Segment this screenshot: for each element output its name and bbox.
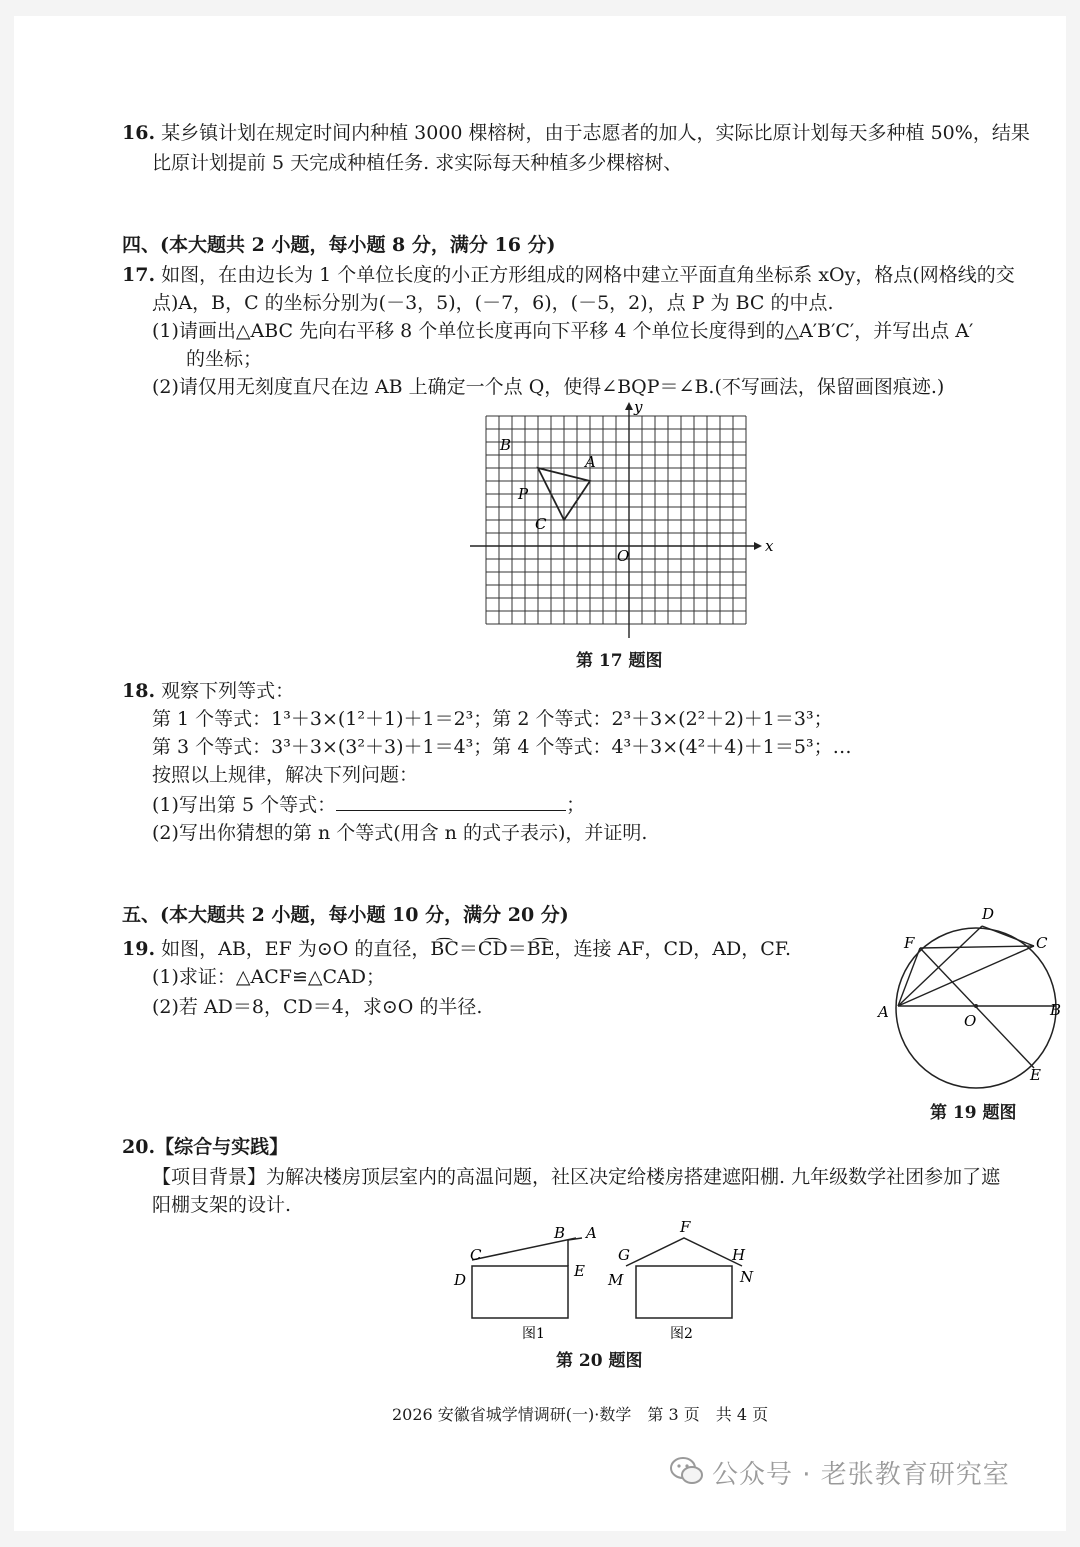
q20-figures xyxy=(440,1218,780,1348)
point-a-label: A xyxy=(878,1003,889,1021)
q20-caption: 第 20 题图 xyxy=(556,1351,643,1371)
y-axis-arrow-icon xyxy=(625,402,633,410)
fig1-label-c: C xyxy=(470,1246,482,1264)
point-c-label: C xyxy=(535,515,547,533)
q18-part1-line xyxy=(152,792,585,818)
point-e-label: E xyxy=(1030,1066,1041,1084)
q18-number: 18. xyxy=(122,680,156,702)
fig1-label-b: B xyxy=(554,1224,566,1242)
q19-line1 xyxy=(122,936,791,962)
q17-number: 17. xyxy=(122,264,156,286)
fig1-caption: 图1 xyxy=(522,1326,545,1342)
q18-intro: 观察下列等式： xyxy=(161,680,295,702)
q19-part1: (1)求证：△ACF≌△CAD； xyxy=(152,966,385,988)
fig1-label-a: A xyxy=(586,1224,597,1242)
point-b-label: B xyxy=(500,436,512,454)
grid-lines xyxy=(486,416,746,624)
fig2-label-g: G xyxy=(618,1246,630,1264)
q18-rule: 按照以上规律，解决下列问题： xyxy=(152,764,419,786)
y-axis-label: y xyxy=(634,398,643,416)
q16-line1 xyxy=(122,120,1030,146)
q19-caption: 第 19 题图 xyxy=(930,1103,1017,1123)
fig1-label-d: D xyxy=(454,1271,467,1289)
point-b-label: B xyxy=(1050,1001,1062,1019)
q18-part1-end: ； xyxy=(566,794,586,816)
q18-intro-line xyxy=(122,678,294,704)
q20-heading xyxy=(122,1134,288,1160)
fig1-house xyxy=(472,1266,568,1318)
q17-part1b: 的坐标； xyxy=(186,348,263,370)
fig2-roof xyxy=(626,1238,742,1266)
q17-caption: 第 17 题图 xyxy=(576,651,663,671)
page-footer: 2026 安徽省城学情调研(一)·数学 第 3 页 共 4 页 xyxy=(392,1405,769,1424)
q16-line2: 比原计划提前 5 天完成种植任务. 求实际每天种植多少棵榕树、 xyxy=(152,152,683,174)
fig2-label-n: N xyxy=(740,1268,754,1286)
watermark-text: 公众号 · 老张教育研究室 xyxy=(712,1460,1010,1490)
q17-part2: (2)请仅用无刻度直尺在边 AB 上确定一个点 Q，使得∠BQP＝∠B.(不写画法，保留画图痕迹.) xyxy=(152,376,945,398)
q18-part1: (1)写出第 5 个等式： xyxy=(152,794,337,816)
q20-bg-line2: 阳棚支架的设计. xyxy=(152,1194,292,1216)
fig2-label-h: H xyxy=(732,1246,746,1264)
q18-eq1: 第 1 个等式：1³＋3×(1²＋1)＋1＝2³；第 2 个等式：2³＋3×(2²＋2)＋1＝3³； xyxy=(152,708,833,730)
wechat-icon xyxy=(670,1456,704,1486)
fig2-label-m: M xyxy=(608,1271,624,1289)
q19-part2: (2)若 AD＝8，CD＝4，求⊙O 的半径. xyxy=(152,996,483,1018)
point-a-label: A xyxy=(585,453,596,471)
point-o-label: O xyxy=(964,1012,977,1030)
x-axis-arrow-icon xyxy=(754,542,762,550)
q20-bg-tag: 【项目背景】 xyxy=(152,1166,267,1188)
diameter-ef xyxy=(920,948,1034,1068)
q17-grid-figure xyxy=(462,398,782,648)
section5-title: 五、(本大题共 2 小题，每小题 10 分，满分 20 分) xyxy=(122,904,569,926)
point-f-label: F xyxy=(904,934,915,952)
fig1-ba xyxy=(568,1238,582,1240)
origin-label: O xyxy=(617,547,630,565)
center-point xyxy=(974,1004,978,1008)
fig1-label-e: E xyxy=(574,1262,585,1280)
segment-cf xyxy=(920,946,1034,948)
segment-cd xyxy=(982,926,1034,946)
q16-number: 16. xyxy=(122,122,156,144)
q17-text-1: 如图，在由边长为 1 个单位长度的小正方形组成的网格中建立平面直角坐标系 xOy，格点(网格线的交 xyxy=(161,264,1015,286)
q17-line1 xyxy=(122,262,1015,288)
fig2-house xyxy=(636,1266,732,1318)
q18-answer-blank[interactable] xyxy=(336,792,566,811)
section4-title: 四、(本大题共 2 小题，每小题 8 分，满分 16 分) xyxy=(122,234,556,256)
fig2-caption: 图2 xyxy=(670,1326,693,1342)
q19-circle-figure xyxy=(870,900,1070,1100)
point-p-label: P xyxy=(518,485,529,503)
point-d-label: D xyxy=(982,905,995,923)
fig2-label-f: F xyxy=(680,1218,691,1236)
q17-line2: 点)A，B，C 的坐标分别为(－3，5)，(－7，6)，(－5，2)，点 P 为 BC 的中点. xyxy=(152,292,834,314)
q20-bg-line1 xyxy=(152,1164,1000,1190)
q16-text-1: 某乡镇计划在规定时间内种植 3000 棵榕树，由于志愿者的加人，实际比原计划每天多种植 50%，结果 xyxy=(161,122,1030,144)
q19-number: 19. xyxy=(122,938,156,960)
q18-eq2: 第 3 个等式：3³＋3×(3²＋3)＋1＝4³；第 4 个等式：4³＋3×(4²＋4)＋1＝5³；… xyxy=(152,736,852,758)
q20-bg-text-1: 为解决楼房顶层室内的高温问题，社区决定给楼房搭建遮阳棚. 九年级数学社团参加了遮 xyxy=(266,1166,1001,1188)
q18-part2: (2)写出你猜想的第 n 个等式(用含 n 的式子表示)，并证明. xyxy=(152,822,648,844)
q20-tag: 【综合与实践】 xyxy=(155,1136,289,1158)
point-c-label: C xyxy=(1036,934,1048,952)
q17-part1a: (1)请画出△ABC 先向右平移 8 个单位长度再向下平移 4 个单位长度得到的△A′B′C′，并写出点 A′ xyxy=(152,320,974,342)
x-axis-label: x xyxy=(765,537,774,555)
q19-text-1: 如图，AB，EF 为⊙O 的直径，B͡C＝C͡D＝B͡E，连接 AF，CD，AD，CF. xyxy=(161,938,791,960)
q20-number: 20. xyxy=(122,1136,156,1158)
